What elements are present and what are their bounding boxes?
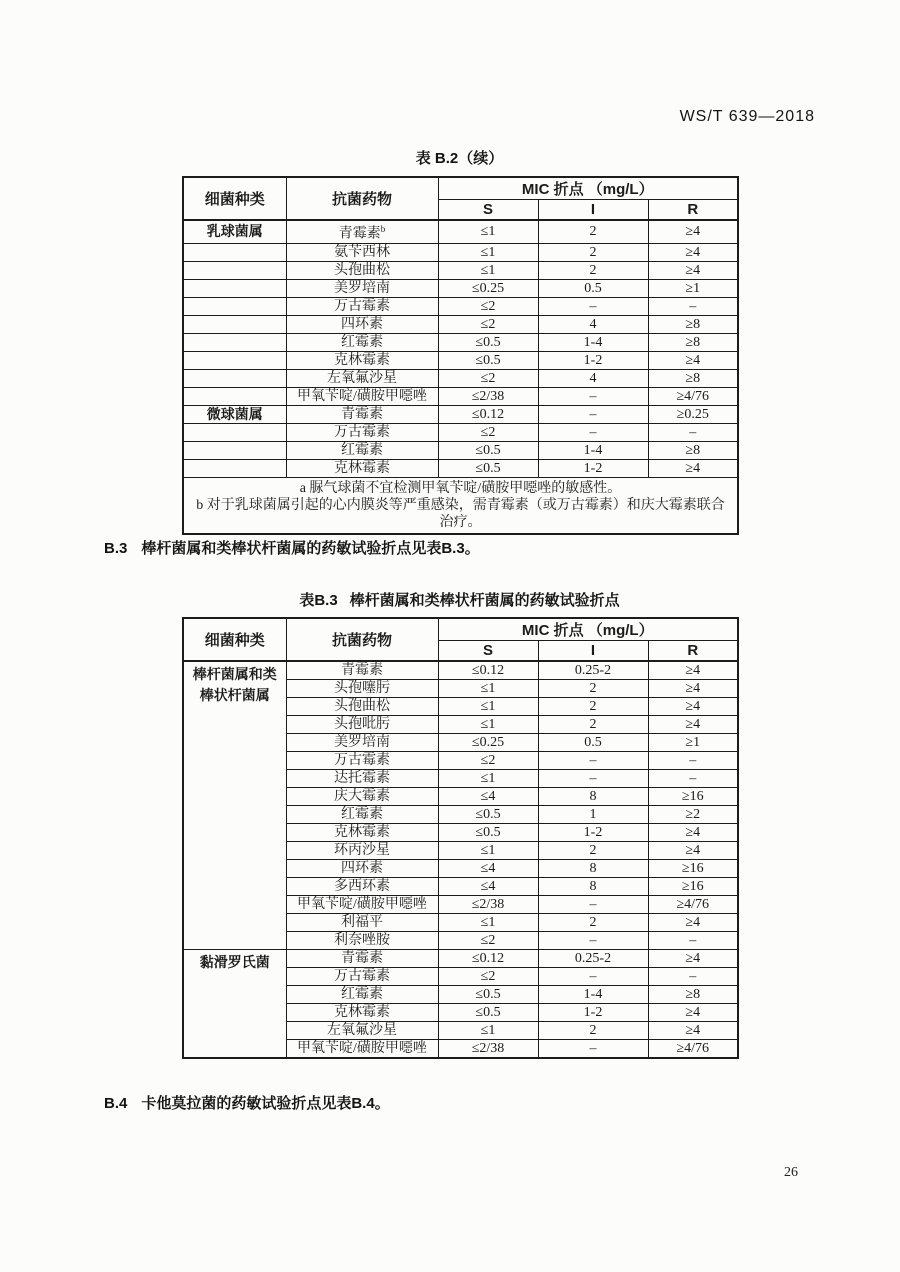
r-value-cell: –	[648, 968, 738, 986]
s-value-cell: ≤0.5	[438, 1004, 538, 1022]
table-row	[183, 661, 738, 680]
section-number: B.3	[104, 540, 128, 557]
footnote-ref: b	[380, 224, 386, 234]
r-value-cell: –	[648, 770, 738, 788]
i-value-cell: –	[538, 932, 648, 950]
table-b3-title-text: 棒杆菌属和类棒状杆菌属的药敏试验折点	[349, 592, 620, 609]
drug-cell: 左氧氟沙星	[286, 369, 438, 387]
r-value-cell: ≥1	[648, 279, 738, 297]
r-value-cell: ≥4	[648, 459, 738, 477]
i-value-cell: 2	[538, 261, 648, 279]
s-value-cell: ≤1	[438, 698, 538, 716]
r-value-cell: ≥4	[648, 842, 738, 860]
table-row	[183, 369, 738, 387]
section-text: 棒杆菌属和类棒状杆菌属的药敏试验折点见表B.3。	[141, 540, 480, 557]
r-value-cell: ≥4/76	[648, 896, 738, 914]
table-b2-body	[183, 220, 738, 534]
table-row	[183, 423, 738, 441]
section-heading-b4	[104, 1092, 390, 1113]
i-value-cell: 2	[538, 220, 648, 243]
s-value-cell: ≤0.5	[438, 824, 538, 842]
drug-cell: 头孢曲松	[286, 698, 438, 716]
i-value-cell: 2	[538, 716, 648, 734]
col-header-mic-group: MIC 折点 （mg/L）	[438, 618, 738, 641]
drug-cell: 甲氧苄啶/磺胺甲噁唑	[286, 1040, 438, 1059]
s-value-cell: ≤2	[438, 423, 538, 441]
drug-cell: 庆大霉素	[286, 788, 438, 806]
r-value-cell: ≥4	[648, 680, 738, 698]
s-value-cell: ≤2	[438, 968, 538, 986]
drug-cell: 头孢吡肟	[286, 716, 438, 734]
i-value-cell: –	[538, 423, 648, 441]
drug-cell: 甲氧苄啶/磺胺甲噁唑	[286, 387, 438, 405]
s-value-cell: ≤1	[438, 261, 538, 279]
table-row	[183, 405, 738, 423]
species-cell: 棒杆菌属和类棒状杆菌属	[183, 661, 286, 950]
r-value-cell: –	[648, 297, 738, 315]
col-header-drug: 抗菌药物	[286, 177, 438, 220]
r-value-cell: ≥4	[648, 1022, 738, 1040]
drug-cell: 红霉素	[286, 986, 438, 1004]
i-value-cell: 8	[538, 860, 648, 878]
table-row	[183, 243, 738, 261]
drug-cell: 多西环素	[286, 878, 438, 896]
i-value-cell: 1-4	[538, 986, 648, 1004]
r-value-cell: ≥4	[648, 824, 738, 842]
drug-cell: 克林霉素	[286, 459, 438, 477]
i-value-cell: –	[538, 297, 648, 315]
s-value-cell: ≤4	[438, 860, 538, 878]
col-header-mic-group: MIC 折点 （mg/L）	[438, 177, 738, 200]
drug-cell: 头孢曲松	[286, 261, 438, 279]
s-value-cell: ≤4	[438, 788, 538, 806]
r-value-cell: ≥4	[648, 950, 738, 968]
i-value-cell: 2	[538, 1022, 648, 1040]
i-value-cell: 0.25-2	[538, 950, 648, 968]
table-b3	[182, 617, 739, 1059]
col-header-drug: 抗菌药物	[286, 618, 438, 661]
r-value-cell: ≥4	[648, 243, 738, 261]
s-value-cell: ≤0.25	[438, 279, 538, 297]
r-value-cell: ≥8	[648, 333, 738, 351]
species-cell	[183, 369, 286, 387]
i-value-cell: 1-4	[538, 333, 648, 351]
species-cell	[183, 333, 286, 351]
r-value-cell: ≥8	[648, 315, 738, 333]
s-value-cell: ≤2	[438, 369, 538, 387]
r-value-cell: ≥4	[648, 261, 738, 279]
r-value-cell: ≥1	[648, 734, 738, 752]
table-footnotes	[183, 477, 738, 534]
s-value-cell: ≤1	[438, 770, 538, 788]
table-b2	[182, 176, 739, 535]
s-value-cell: ≤1	[438, 243, 538, 261]
col-header-i: I	[538, 641, 648, 662]
species-cell	[183, 243, 286, 261]
species-cell	[183, 387, 286, 405]
table-b3-title	[182, 589, 737, 610]
drug-cell: 青霉素	[286, 950, 438, 968]
footnote-row	[183, 477, 738, 534]
col-header-i: I	[538, 200, 648, 221]
table-b3-title-number: 表B.3	[299, 592, 338, 609]
i-value-cell: –	[538, 387, 648, 405]
drug-cell: 青霉素	[286, 405, 438, 423]
r-value-cell: ≥4	[648, 661, 738, 680]
drug-cell: 四环素	[286, 315, 438, 333]
i-value-cell: 2	[538, 243, 648, 261]
r-value-cell: ≥4	[648, 220, 738, 243]
drug-cell: 红霉素	[286, 333, 438, 351]
drug-cell: 氨苄西林	[286, 243, 438, 261]
col-header-s: S	[438, 641, 538, 662]
s-value-cell: ≤0.5	[438, 441, 538, 459]
drug-cell: 克林霉素	[286, 351, 438, 369]
i-value-cell: 4	[538, 369, 648, 387]
s-value-cell: ≤0.12	[438, 950, 538, 968]
s-value-cell: ≤2/38	[438, 387, 538, 405]
s-value-cell: ≤0.25	[438, 734, 538, 752]
drug-cell: 青霉素$^b$	[286, 220, 438, 243]
s-value-cell: ≤0.5	[438, 806, 538, 824]
table-footnote: b 对于乳球菌属引起的心内膜炎等严重感染，需青霉素（或万古霉素）和庆大霉素联合治疗。	[196, 497, 725, 530]
table-row	[183, 220, 738, 243]
table-row	[183, 950, 738, 968]
drug-cell: 达托霉素	[286, 770, 438, 788]
drug-cell: 万古霉素	[286, 423, 438, 441]
s-value-cell: ≤2	[438, 297, 538, 315]
section-number: B.4	[104, 1095, 128, 1112]
r-value-cell: –	[648, 752, 738, 770]
i-value-cell: 8	[538, 788, 648, 806]
drug-cell: 红霉素	[286, 441, 438, 459]
r-value-cell: –	[648, 932, 738, 950]
drug-cell: 万古霉素	[286, 752, 438, 770]
species-cell	[183, 459, 286, 477]
s-value-cell: ≤0.5	[438, 351, 538, 369]
s-value-cell: ≤4	[438, 878, 538, 896]
s-value-cell: ≤1	[438, 716, 538, 734]
r-value-cell: ≥4	[648, 716, 738, 734]
standard-number: WS/T 639—2018	[679, 108, 815, 125]
table-b2-title: 表 B.2（续）	[415, 150, 504, 167]
s-value-cell: ≤1	[438, 220, 538, 243]
drug-cell: 万古霉素	[286, 968, 438, 986]
r-value-cell: –	[648, 423, 738, 441]
r-value-cell: ≥8	[648, 441, 738, 459]
i-value-cell: 0.5	[538, 734, 648, 752]
i-value-cell: 1-2	[538, 459, 648, 477]
drug-cell: 克林霉素	[286, 824, 438, 842]
i-value-cell: 4	[538, 315, 648, 333]
table-row	[183, 261, 738, 279]
i-value-cell: 1-2	[538, 1004, 648, 1022]
drug-cell: 头孢噻肟	[286, 680, 438, 698]
i-value-cell: 1-2	[538, 351, 648, 369]
i-value-cell: –	[538, 896, 648, 914]
table-row	[183, 351, 738, 369]
i-value-cell: 2	[538, 842, 648, 860]
section-heading-b3	[104, 537, 480, 558]
r-value-cell: ≥16	[648, 788, 738, 806]
species-cell	[183, 441, 286, 459]
col-header-s: S	[438, 200, 538, 221]
species-cell	[183, 297, 286, 315]
table-row	[183, 459, 738, 477]
table-row	[183, 441, 738, 459]
s-value-cell: ≤2	[438, 315, 538, 333]
i-value-cell: 1-4	[538, 441, 648, 459]
species-cell: 乳球菌属	[183, 220, 286, 243]
species-cell	[183, 315, 286, 333]
r-value-cell: ≥16	[648, 860, 738, 878]
s-value-cell: ≤1	[438, 842, 538, 860]
section-text: 卡他莫拉菌的药敏试验折点见表B.4。	[141, 1095, 390, 1112]
s-value-cell: ≤0.12	[438, 405, 538, 423]
drug-cell: 甲氧苄啶/磺胺甲噁唑	[286, 896, 438, 914]
r-value-cell: ≥4	[648, 1004, 738, 1022]
species-cell: 微球菌属	[183, 405, 286, 423]
species-cell	[183, 351, 286, 369]
i-value-cell: –	[538, 752, 648, 770]
r-value-cell: ≥0.25	[648, 405, 738, 423]
i-value-cell: –	[538, 405, 648, 423]
table-row	[183, 297, 738, 315]
i-value-cell: –	[538, 1040, 648, 1059]
col-header-species: 细菌种类	[183, 618, 286, 661]
drug-cell: 红霉素	[286, 806, 438, 824]
s-value-cell: ≤1	[438, 680, 538, 698]
drug-cell: 利奈唑胺	[286, 932, 438, 950]
r-value-cell: ≥4	[648, 914, 738, 932]
i-value-cell: 1	[538, 806, 648, 824]
s-value-cell: ≤0.5	[438, 459, 538, 477]
drug-cell: 利福平	[286, 914, 438, 932]
table-row	[183, 315, 738, 333]
s-value-cell: ≤2/38	[438, 896, 538, 914]
s-value-cell: ≤2	[438, 752, 538, 770]
i-value-cell: 0.25-2	[538, 661, 648, 680]
species-cell: 黏滑罗氏菌	[183, 950, 286, 1059]
species-cell	[183, 423, 286, 441]
r-value-cell: ≥8	[648, 986, 738, 1004]
i-value-cell: 2	[538, 698, 648, 716]
r-value-cell: ≥4/76	[648, 387, 738, 405]
i-value-cell: –	[538, 770, 648, 788]
drug-cell: 左氧氟沙星	[286, 1022, 438, 1040]
col-header-r: R	[648, 200, 738, 221]
page-number: 26	[784, 1165, 798, 1180]
r-value-cell: ≥4	[648, 351, 738, 369]
col-header-species: 细菌种类	[183, 177, 286, 220]
s-value-cell: ≤2	[438, 932, 538, 950]
r-value-cell: ≥16	[648, 878, 738, 896]
table-row	[183, 333, 738, 351]
species-cell	[183, 279, 286, 297]
drug-cell: 美罗培南	[286, 734, 438, 752]
table-b3-header	[183, 618, 738, 661]
i-value-cell: –	[538, 968, 648, 986]
s-value-cell: ≤0.5	[438, 333, 538, 351]
i-value-cell: 2	[538, 914, 648, 932]
table-footnote: a 脲气球菌不宜检测甲氧苄啶/磺胺甲噁唑的敏感性。	[299, 480, 622, 496]
s-value-cell: ≤2/38	[438, 1040, 538, 1059]
drug-cell: 美罗培南	[286, 279, 438, 297]
species-cell	[183, 261, 286, 279]
table-b3-body	[183, 661, 738, 1058]
drug-cell: 四环素	[286, 860, 438, 878]
i-value-cell: 0.5	[538, 279, 648, 297]
table-row	[183, 387, 738, 405]
s-value-cell: ≤0.12	[438, 661, 538, 680]
s-value-cell: ≤1	[438, 1022, 538, 1040]
i-value-cell: 2	[538, 680, 648, 698]
drug-cell: 青霉素	[286, 661, 438, 680]
table-row	[183, 279, 738, 297]
s-value-cell: ≤0.5	[438, 986, 538, 1004]
r-value-cell: ≥4/76	[648, 1040, 738, 1059]
i-value-cell: 1-2	[538, 824, 648, 842]
table-b2-header	[183, 177, 738, 220]
r-value-cell: ≥8	[648, 369, 738, 387]
drug-cell: 环丙沙星	[286, 842, 438, 860]
s-value-cell: ≤1	[438, 914, 538, 932]
drug-cell: 克林霉素	[286, 1004, 438, 1022]
drug-cell: 万古霉素	[286, 297, 438, 315]
col-header-r: R	[648, 641, 738, 662]
r-value-cell: ≥4	[648, 698, 738, 716]
i-value-cell: 8	[538, 878, 648, 896]
r-value-cell: ≥2	[648, 806, 738, 824]
